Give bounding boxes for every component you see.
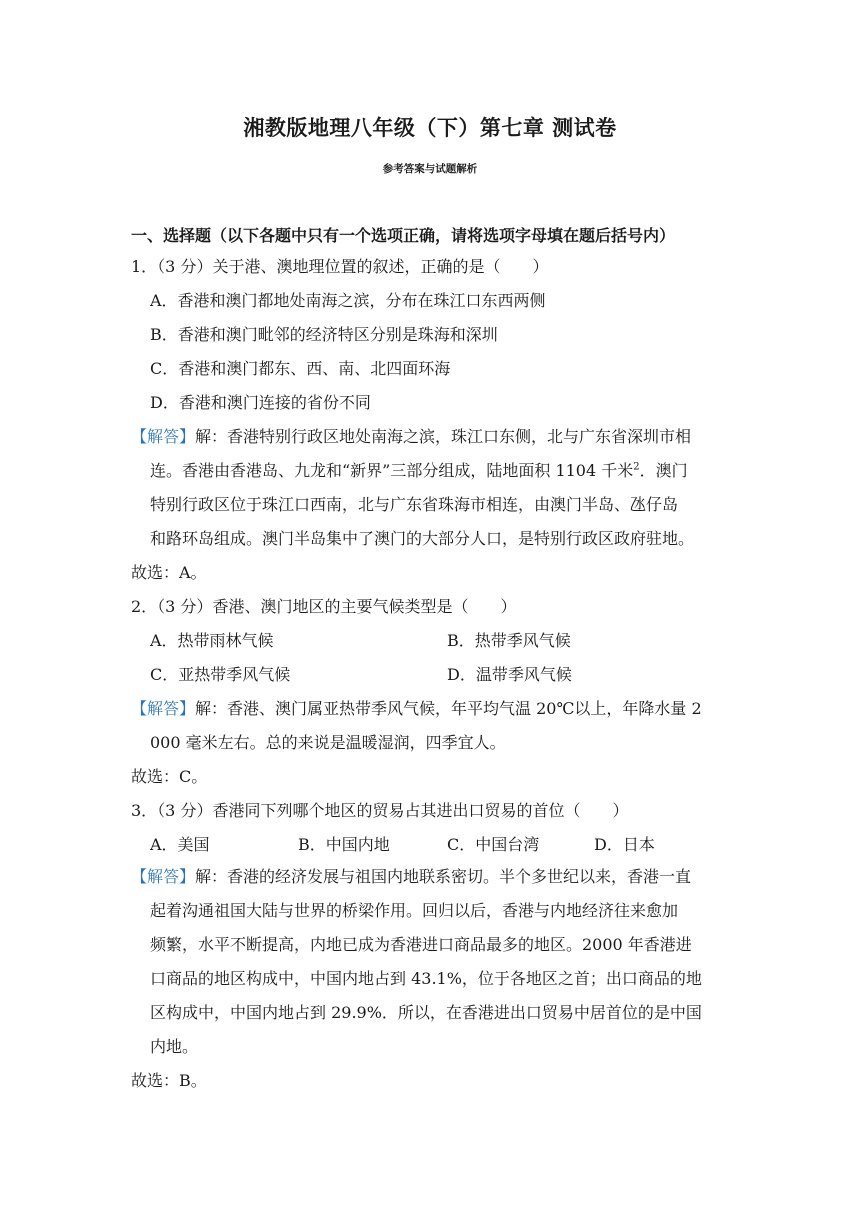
question-3-option-a: A．美国	[150, 835, 210, 854]
question-2-result: 故选：C。	[131, 767, 208, 786]
question-3-stem: 3．（3 分）香港同下列哪个地区的贸易占其进出口贸易的首位（ ）	[131, 801, 629, 820]
question-1-option-a: A．香港和澳门都地处南海之滨，分布在珠江口东西两侧	[150, 291, 546, 310]
question-3-answer-line-3: 频繁，水平不断提高，内地已成为香港进口商品最多的地区。2000 年香港进	[150, 935, 692, 954]
answer-line: 连。香港由香港岛、九龙和“新界”三部分组成，陆地面积 1104 千米	[150, 461, 634, 480]
question-3-answer-line-6: 内地。	[150, 1037, 199, 1056]
question-1-answer-line-4: 和路环岛组成。澳门半岛集中了澳门的大部分人口，是特别行政区政府驻地。	[150, 529, 695, 548]
question-2-option-d: D．温带季风气候	[447, 665, 572, 684]
page-title: 湘教版地理八年级（下）第七章 测试卷	[243, 116, 617, 140]
answer-line: 解：香港、澳门属亚热带季风气候，年平均气温 20℃以上，年降水量 2	[195, 699, 702, 718]
answer-tag: 【解答】	[131, 427, 196, 446]
question-2-option-c: C．亚热带季风气候	[150, 665, 291, 684]
question-3-option-c: C．中国台湾	[447, 835, 540, 854]
question-2-answer-line-2: 000 毫米左右。总的来说是温暖湿润，四季宜人。	[150, 733, 506, 752]
question-2-option-b: B．热带季风气候	[447, 631, 571, 650]
question-2-answer	[131, 698, 702, 720]
answer-line: ．澳门	[639, 461, 688, 480]
question-2-stem: 2．（3 分）香港、澳门地区的主要气候类型是（ ）	[131, 597, 517, 616]
question-3-answer-line-5: 区构成中，中国内地占到 29.9%．所以，在香港进出口贸易中居首位的是中国	[150, 1003, 702, 1022]
page-subtitle: 参考答案与试题解析	[382, 163, 478, 175]
answer-tag: 【解答】	[131, 699, 196, 718]
question-1-result: 故选：A。	[131, 563, 207, 582]
superscript: 2	[633, 461, 640, 473]
question-1-answer	[131, 426, 691, 448]
question-1-option-d: D．香港和澳门连接的省份不同	[150, 393, 371, 412]
answer-line: 解：香港特别行政区地处南海之滨，珠江口东侧，北与广东省深圳市相	[195, 427, 692, 446]
question-2-option-a: A．热带雨林气候	[150, 631, 274, 650]
question-1-answer-line-3: 特别行政区位于珠江口西南，北与广东省珠海市相连，由澳门半岛、氹仔岛	[150, 495, 679, 514]
question-3-answer-line-4: 口商品的地区构成中，中国内地占到 43.1%，位于各地区之首；出口商品的地	[150, 969, 702, 988]
question-1-option-b: B．香港和澳门毗邻的经济特区分别是珠海和深圳	[150, 325, 498, 344]
question-1-answer-line-2	[150, 460, 688, 482]
question-3-answer-line-2: 起着沟通祖国大陆与世界的桥梁作用。回归以后，香港与内地经济往来愈加	[150, 901, 679, 920]
question-1-stem: 1．（3 分）关于港、澳地理位置的叙述，正确的是（ ）	[131, 257, 549, 276]
question-3-option-b: B．中国内地	[298, 835, 390, 854]
question-3-option-d: D．日本	[594, 835, 655, 854]
answer-line: 解：香港的经济发展与祖国内地联系密切。半个多世纪以来，香港一直	[195, 867, 692, 886]
question-3-result: 故选：B。	[131, 1071, 207, 1090]
section-heading: 一、选择题（以下各题中只有一个选项正确，请将选项字母填在题后括号内）	[131, 226, 676, 245]
answer-tag: 【解答】	[131, 867, 196, 886]
question-1-option-c: C．香港和澳门都东、西、南、北四面环海	[150, 359, 451, 378]
question-3-answer	[131, 866, 691, 888]
